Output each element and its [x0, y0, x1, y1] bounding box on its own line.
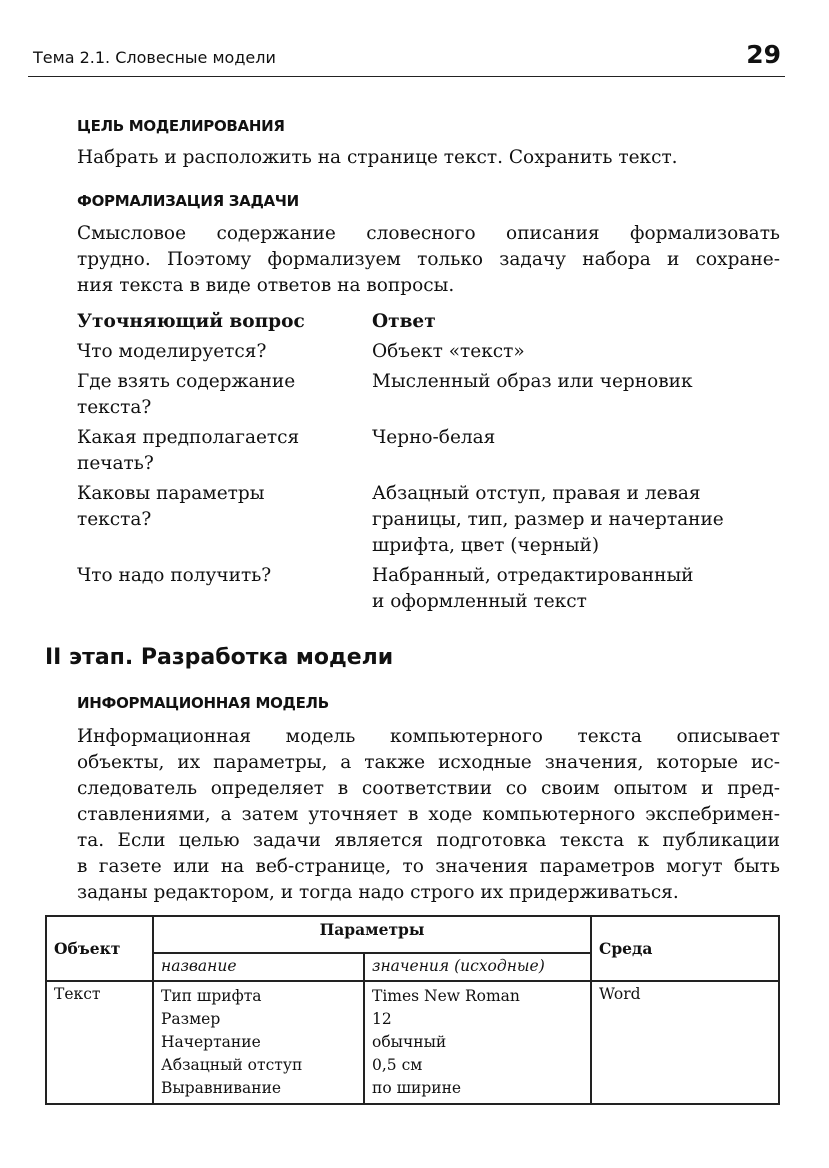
qa-row	[77, 481, 787, 559]
text-line: ния текста в виде ответов на вопросы.	[77, 275, 455, 296]
answer-line: Мысленный образ или черновик	[372, 371, 693, 392]
question-line: текста?	[77, 509, 152, 530]
page-number: 29	[746, 40, 781, 69]
cell-env: Word	[591, 981, 779, 1104]
answer-line: шрифта, цвет (черный)	[372, 535, 600, 556]
text-line: трудно. Поэтому формализуем только задачу набора и сохране-	[77, 249, 780, 270]
running-header: Тема 2.1. Словесные модели	[33, 48, 276, 67]
info-model-heading: ИНФОРМАЦИОННАЯ МОДЕЛЬ	[77, 694, 329, 712]
answer-line: Объект «текст»	[372, 341, 525, 362]
answer-column-header: Ответ	[372, 311, 436, 332]
answer	[372, 339, 787, 365]
parameters-table	[45, 915, 780, 1105]
qa-row	[77, 369, 787, 421]
param-name: Размер	[161, 1010, 221, 1028]
answer	[372, 369, 787, 421]
question-line: Где взять содержание	[77, 371, 296, 392]
param-name: Начертание	[161, 1033, 261, 1051]
question-line: Что моделируется?	[77, 341, 267, 362]
cell-names	[153, 981, 364, 1104]
answer	[372, 425, 787, 477]
question	[77, 481, 372, 559]
param-name: Тип шрифта	[161, 987, 262, 1005]
question-column-header: Уточняющий вопрос	[77, 311, 305, 332]
param-value: обычный	[372, 1033, 447, 1051]
header-values: значения (исходные)	[364, 953, 591, 981]
cell-values	[364, 981, 591, 1104]
text-line: Набрать и расположить на странице текст. Сохранить текст.	[77, 147, 678, 168]
goal-heading: ЦЕЛЬ МОДЕЛИРОВАНИЯ	[77, 117, 285, 135]
answer-line: Набранный, отредактированный	[372, 565, 694, 586]
text-line: Информационная модель компьютерного текста описывает	[77, 726, 780, 747]
question-line: печать?	[77, 453, 154, 474]
param-value: 12	[372, 1010, 392, 1028]
formalization-paragraph	[77, 221, 780, 299]
answer-line: границы, тип, размер и начертание	[372, 509, 724, 530]
question	[77, 425, 372, 477]
question	[77, 563, 372, 615]
text-line: следователь определяет в соответствии со своим опытом и пред-	[77, 778, 780, 799]
header-rule	[28, 76, 785, 77]
param-name: Абзацный отступ	[161, 1056, 303, 1074]
answer-line: Черно-белая	[372, 427, 496, 448]
answer-line: и оформленный текст	[372, 591, 587, 612]
text-line: ставлениями, а затем уточняет в ходе компьютерного экспебримен-	[77, 804, 780, 825]
answer-line: Абзацный отступ, правая и левая	[372, 483, 701, 504]
text-line: та. Если целью задачи является подготовка текста к публикации	[77, 830, 780, 851]
header-params: Параметры	[153, 916, 591, 953]
param-name: Выравнивание	[161, 1079, 282, 1097]
qa-row	[77, 563, 787, 615]
answer	[372, 563, 787, 615]
text-line: Смысловое содержание словесного описания формализовать	[77, 223, 780, 244]
formalization-heading: ФОРМАЛИЗАЦИЯ ЗАДАЧИ	[77, 192, 299, 210]
qa-row	[77, 425, 787, 477]
param-value: 0,5 см	[372, 1056, 423, 1074]
question-line: текста?	[77, 397, 152, 418]
question	[77, 339, 372, 365]
text-line: заданы редактором, и тогда надо строго их придерживаться.	[77, 882, 679, 903]
header-env: Среда	[591, 916, 779, 981]
question-line: Какая предполагается	[77, 427, 300, 448]
info-model-paragraph	[77, 724, 780, 906]
answer	[372, 481, 787, 559]
stage-title: II этап. Разработка модели	[45, 645, 394, 670]
text-line: в газете или на веб-странице, то значения параметров могут быть	[77, 856, 780, 877]
qa-row	[77, 339, 787, 365]
question-line: Что надо получить?	[77, 565, 272, 586]
qa-header	[77, 309, 787, 335]
cell-object: Текст	[46, 981, 153, 1104]
goal-text	[77, 145, 780, 171]
param-value: Times New Roman	[372, 987, 520, 1005]
question	[77, 369, 372, 421]
param-value: по ширине	[372, 1079, 462, 1097]
text-line: объекты, их параметры, а также исходные значения, которые ис-	[77, 752, 780, 773]
header-object: Объект	[46, 916, 153, 981]
question-answer-list	[77, 309, 787, 619]
header-name: название	[153, 953, 364, 981]
question-line: Каковы параметры	[77, 483, 265, 504]
